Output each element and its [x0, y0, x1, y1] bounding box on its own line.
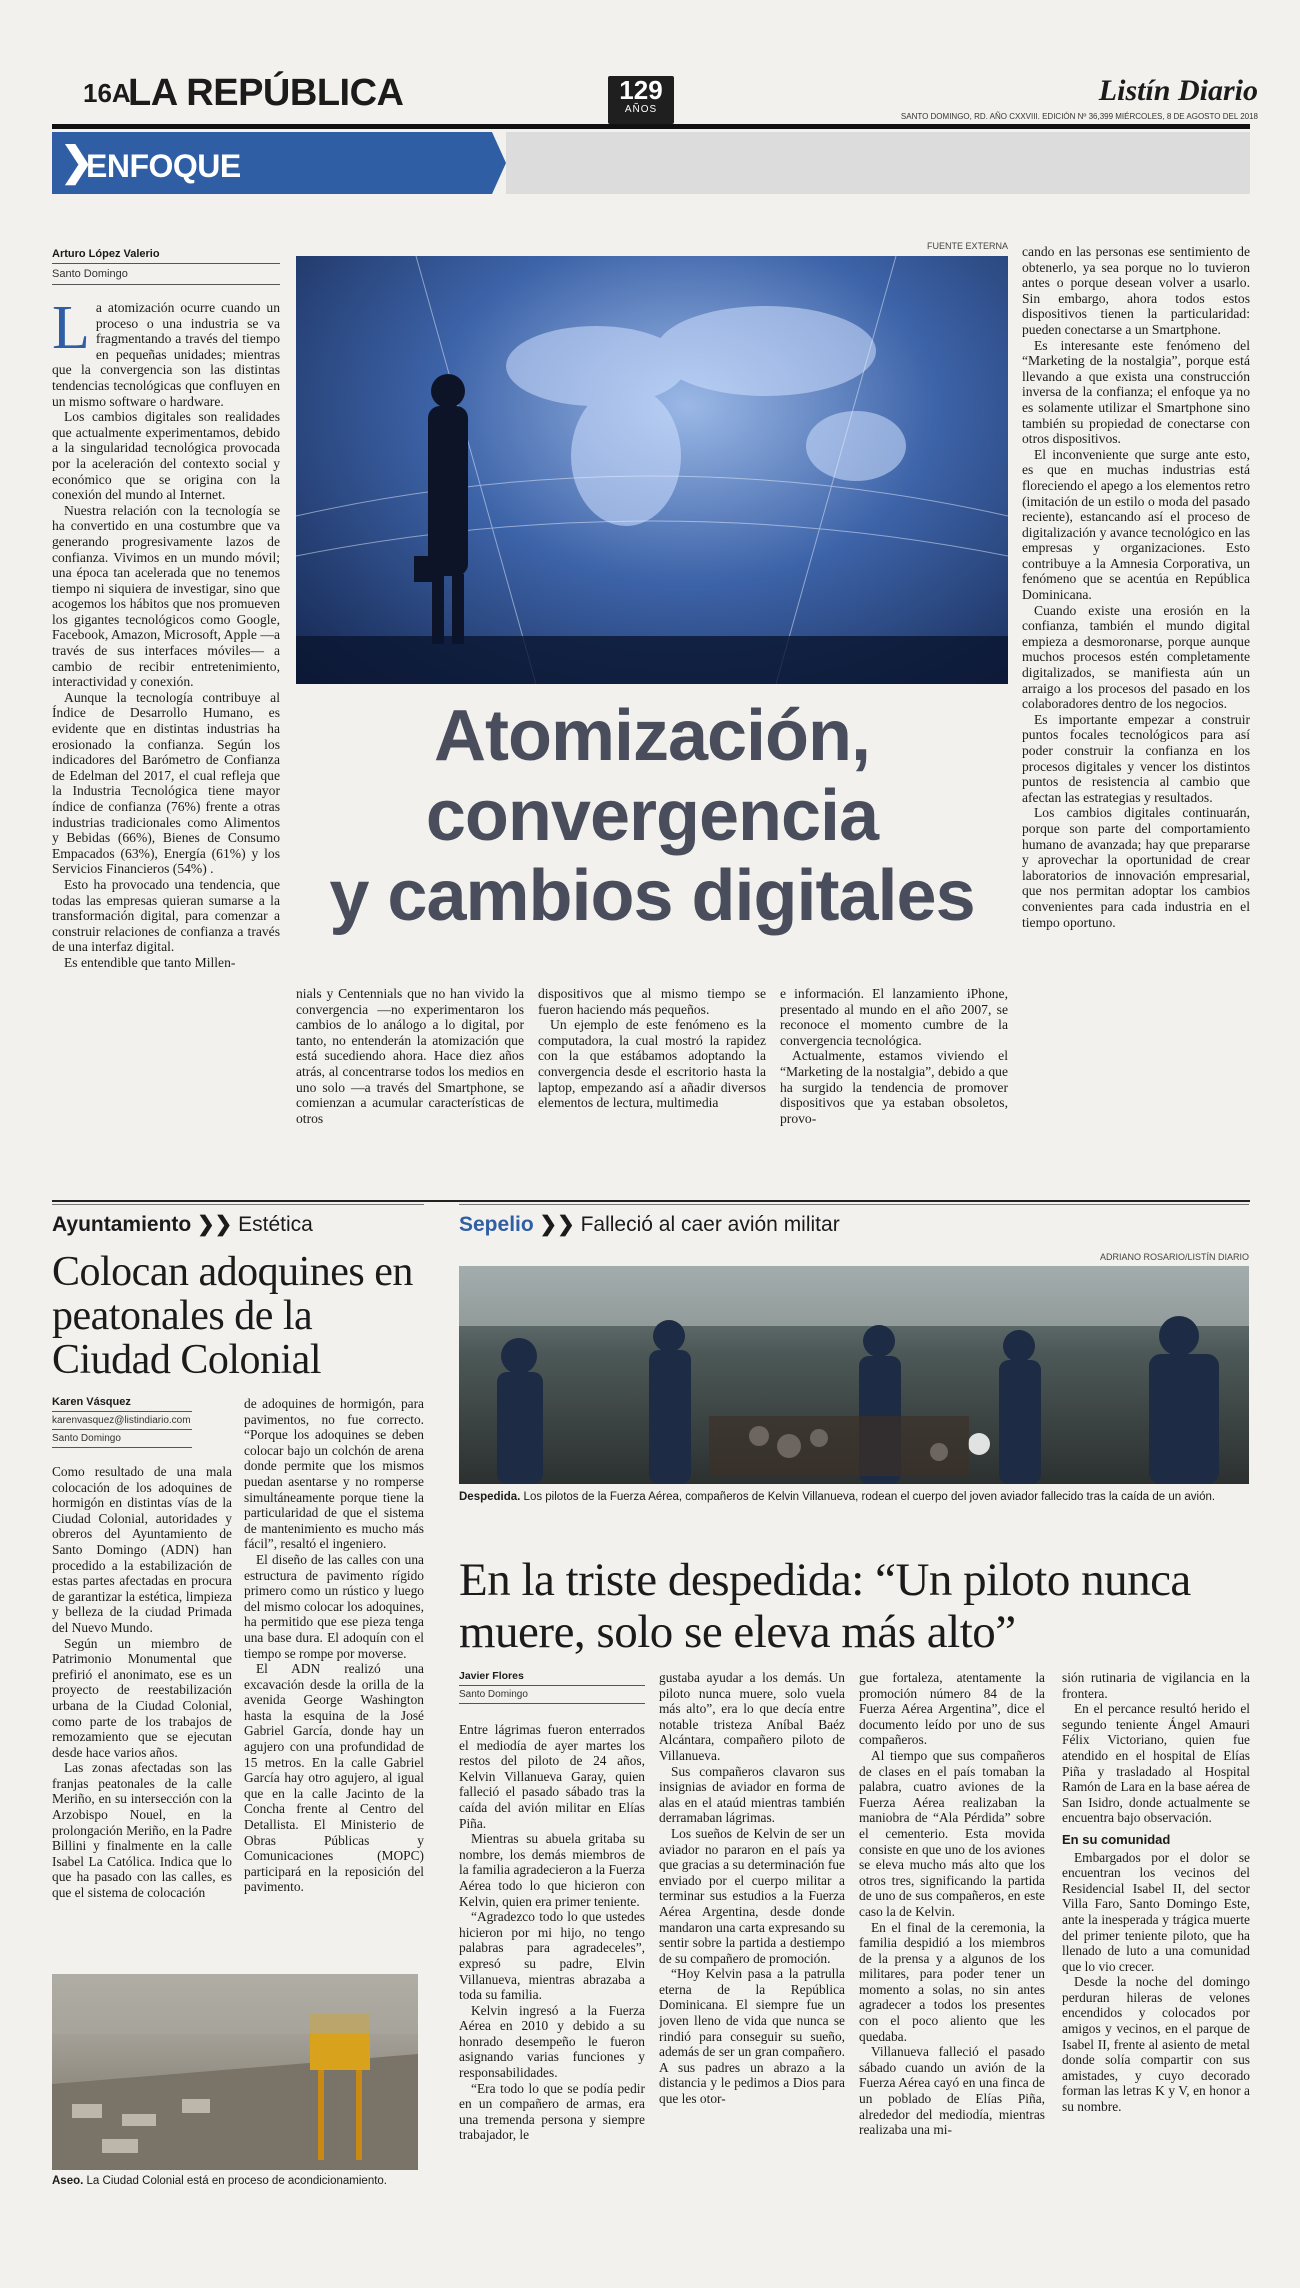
paragraph: nials y Centennials que no han vivido la convergencia —no experimentaron los cambios de lo análogo a lo digital, por tanto, no entenderán la atomización que está sucediendo ahora. Hace diez años atrás, al concentrarse todos los medios en uno solo —a través del Smartphone, se comienzan a acumular características de otros [296, 986, 524, 1126]
paragraph: “Hoy Kelvin pasa a la patrulla eterna de la República Dominicana. El siempre fue un joven lleno de vida que nunca se rindió para conseguir su sueño, además de ser un gran compañero. A sus padres un abrazo a la distancia y le pedimos a Dios para que les otor- [659, 1966, 845, 2107]
story1-column-4 [780, 986, 1008, 1126]
author-name: Arturo López Valerio [52, 248, 160, 260]
paragraph: El ADN realizó una excavación desde la orilla de la avenida George Washington hasta la esquina de la José Gabriel García, donde hay un agujero con una profundidad de 15 metros. En la calle Gabriel García hay otro agujero, al igual que en la calle Jacinto de la Concha frente al Centro del Detallista. El Ministerio de Obras Públicas y Comunicaciones (MOPC) participará en la reposición del pavimento. [244, 1661, 424, 1895]
paragraph: Kelvin ingresó a la Fuerza Aérea en 2010 y debido a su honrado desempeño le fueron asignando varias funciones y responsabilidades. [459, 2002, 645, 2081]
author-location: Santo Domingo [52, 268, 128, 280]
section-rule [459, 1204, 1249, 1205]
story1-column-3 [538, 986, 766, 1111]
author-location: Santo Domingo [459, 1689, 528, 1700]
header-divider [52, 124, 1250, 129]
story1-byline [52, 248, 280, 285]
paragraph: Esto ha provocado una tendencia, que todas las empresas quieran sumarse a la transformación digital, para comenzar a construir relaciones de confianza a través de una interfaz digital. [52, 876, 280, 955]
paragraph [52, 294, 280, 409]
cobblestone-street-photo [52, 1974, 418, 2170]
funeral-photo [459, 1266, 1249, 1484]
paragraph: Los sueños de Kelvin de ser un aviador no pararon en el país ya que gracias a su determinación fue enviado por el cuerpo militar a terminar sus estudios a la Fuerza Aérea Argentina, desde donde mandaron una carta expresando su sentir sobre la partida a destiempo de su compañero de promoción. [659, 1825, 845, 1966]
paragraph: e información. El lanzamiento iPhone, presentado al mundo en el año 2007, se reconoce el momento cumbre de la convergencia tecnológica. [780, 986, 1008, 1048]
paragraph: En el final de la ceremonia, la familia despidió a los miembros de la prensa y a algunos de los militares, para poder tener un momento a solas, no sin antes agradecer a todos los presentes con el poco aliento que les quedaba. [859, 1919, 1045, 2044]
story3-column-4 [1062, 1670, 1250, 2115]
paragraph: gue fortaleza, atentamente la promoción número 84 de la Fuerza Aérea Argentina”, dice el documento leído por uno de sus compañeros. [859, 1670, 1045, 1748]
chevron-right-icon: ❯❯ [539, 1213, 575, 1236]
story3-headline: En la triste despedida: “Un piloto nunca muere, solo se eleva más alto” [459, 1554, 1191, 1658]
digital-world-photo [296, 256, 1008, 684]
banner-rule [506, 132, 1250, 194]
story1-headline [296, 696, 1008, 936]
paragraph: de adoquines de hormigón, para pavimentos, no fue correcto. “Porque los adoquines se deben colocar bajo un colchón de arena donde permite que los mismos puedan asentarse y no romperse simultáneamente porque tiene la particularidad de que el sistema de mantenimiento es mucho más fácil”, resaltó el ingeniero. [244, 1396, 424, 1552]
story2-section-label [52, 1212, 313, 1237]
section-topic: Estética [238, 1213, 313, 1236]
story1-column-5 [1022, 244, 1250, 930]
byline-rule [459, 1685, 645, 1686]
world-map-illustration [296, 256, 1008, 684]
chevron-right-icon: ❯ [60, 140, 94, 184]
author-email: karenvasquez@listindiario.com [52, 1415, 191, 1426]
headline-line: y cambios digitales [329, 856, 975, 936]
paragraph: Los cambios digitales continuarán, porque son parte del comportamiento humano de avanzada; hay que prepararse y aprovechar la oportunidad de crear laboratorios de innovación empresarial, que nos permitan adoptar los cambios convenientes para cada industria en el tiempo oportuno. [1022, 805, 1250, 930]
paragraph: Sus compañeros clavaron sus insignias de aviador en forma de alas en el ataúd mientras también derramaban lágrimas. [659, 1763, 845, 1826]
story3-section-label [459, 1212, 840, 1237]
headline-line: convergencia [425, 776, 879, 856]
section-divider [52, 1200, 1250, 1202]
story2-column-2 [244, 1396, 424, 1895]
paragraph: Al tiempo que sus compañeros de clases en el país tomaban la palabra, cuatro aviones de la Fuerza Aérea realizaban la maniobra de “Ala Pérdida” sobre el cementerio. Esta movida consiste en que uno de los aviones se eleva mucho más alto que los otros tres, significando la partida de uno de sus compañeros, en este caso la de Kelvin. [859, 1747, 1045, 1919]
byline-rule [52, 263, 280, 264]
story3-column-1 [459, 1722, 645, 2143]
story2-caption [52, 2174, 432, 2188]
section-topic: Falleció al caer avión militar [580, 1213, 840, 1236]
section-title: LA REPÚBLICA [128, 72, 404, 114]
byline-rule [52, 1447, 192, 1448]
paragraph: Es entendible que tanto Millen- [64, 954, 236, 970]
caption-lead: Despedida. [459, 1491, 521, 1503]
story3-column-3 [859, 1670, 1045, 2138]
story1-column-1 [52, 294, 280, 971]
paragraph: En el percance resultó herido el segundo teniente Ángel Amauri Félix Victoriano, quien fue atendido en el hospital de Elías Piña y trasladado al Hospital Ramón de Lara en la base aérea de San Isidro, donde actualmente se encuentra bajo observación. [1062, 1701, 1250, 1826]
paragraph: Un ejemplo de este fenómeno es la computadora, la cual mostró la rapidez con la que estábamos adoptando la convergencia desde el escritorio hasta la laptop, empezando así a añadir diversos elementos de lectura, multimedia [538, 1017, 766, 1111]
paragraph: Los cambios digitales son realidades que actualmente experimentamos, debido a la singularidad tecnológica provocada por la aceleración del contexto social y económico que se origina con la conexión del mundo al Internet. [52, 409, 280, 503]
paragraph: Aunque la tecnología contribuye al Índice de Desarrollo Humano, es evidente que en distintas industrias ha erosionado la confianza. Según los indicadores del Barómetro de Confianza de Edelman del 2017, el cual refleja que la Industria Tecnológica tiene mayor índice de confianza (76%) frente a otras industrias tradicionales como Alimentos y Bebidas (66%), Bienes de Consumo Empacados (63%), Energía (61%) y los Servicios Financieros (54%) . [52, 689, 280, 877]
paragraph: Nuestra relación con la tecnología se ha convertido en una costumbre que va generando progresivamente lazos de confianza. Vivimos en un mundo móvil; una época tan acelerada que no tenemos tiempo ni siquiera de investigar, sino que acogemos los hábitos que nos promueven los gigantes tecnológicos como Google, Facebook, Amazon, Microsoft, Apple —a través de sus interfaces móviles— a cambio de recibir entretenimiento, interactividad y conexión. [52, 502, 280, 690]
paragraph: sión rutinaria de vigilancia en la frontera. [1062, 1670, 1250, 1701]
paragraph: Entre lágrimas fueron enterrados el mediodía de ayer martes los restos del piloto de 24 años, Kelvin Villanueva Garay, quien falleció el pasado sábado tras la caída del avión militar en Elías Piña. [459, 1722, 645, 1831]
badge-text: AÑOS [624, 104, 658, 115]
section-name: Sepelio [459, 1213, 534, 1236]
paragraph-text: a atomización ocurre cuando un proceso o una industria se va fragmentando a través del tiempo en pequeñas unidades; mientras que la convergencia son las distintas tendencias tecnológicas que confluyen en un mismo software o hardware. [52, 300, 280, 409]
byline-rule [52, 1411, 192, 1412]
paragraph: El inconveniente que surge ante esto, es que en muchas industrias está floreciendo el apego a los elementos retro (imitación de un estilo o moda del pasado reciente), estancando así el proceso de digitalización y avance tecnológico en las empresas y organizaciones. Esto contribuye a la Amnesia Corporativa, un fenómeno que se acentúa en República Dominicana. [1022, 446, 1250, 603]
paragraph: Como resultado de una mala colocación de los adoquines de hormigón en distintas vías de la Ciudad Colonial, autoridades y obreros del Ayuntamiento de Santo Domingo (ADN) han procedido a la estabilización de estas partes afectadas en procura de garantizar la estética, limpieza y belleza de la ciudad Primada del Nuevo Mundo. [52, 1464, 232, 1635]
subheading: En su comunidad [1062, 1831, 1171, 1847]
paragraph: Desde la noche del domingo perduran hileras de velones encendidos y colocados por amigos y vecinos, en el parque de Isabel II, frente al asiento de metal donde solía compartir con sus amistades, y cuyo decorado forman las letras K y V, en honor a su nombre. [1062, 1974, 1250, 2115]
paragraph: “Agradezco todo lo que ustedes hicieron por mi hijo, no tengo palabras para agradeceles”, expresó su padre, Elvin Villanueva, mientras abrazaba a toda su familia. [459, 1909, 645, 2003]
author-name: Javier Flores [459, 1670, 524, 1682]
chevron-right-icon: ❯❯ [197, 1213, 233, 1236]
story3-caption [459, 1490, 1249, 1504]
author-name: Karen Vásquez [52, 1396, 131, 1408]
byline-rule [52, 1429, 192, 1430]
page-number: 16A [83, 78, 131, 108]
paragraph: Villanueva falleció el pasado sábado cuando un avión de la Fuerza Aérea cayó en una finca de un poblado de Elías Piña, alrededor del mediodía, mientras realizaba una mi- [859, 2044, 1045, 2138]
caption-text: La Ciudad Colonial está en proceso de acondicionamiento. [83, 2175, 387, 2187]
story2-column-1 [52, 1464, 232, 1901]
paragraph: Embargados por el dolor se encuentran los vecinos del Residencial Isabel II, del sector Villa Faro, Santo Domingo Este, ante la inesperada y trágica muerte del primer teniente piloto, que ha llenado de luto a una comunidad que lo vio crecer. [1062, 1849, 1250, 1974]
paragraph: Las zonas afectadas son las franjas peatonales de la calle Meriño, en su intersección con la Arzobispo Nouel, en la prolongación Meriño, en la Padre Billini y finalmente en la calle Isabel La Católica. Indica que lo que ha pasado con las calles, es que el sistema de colocación [52, 1760, 232, 1901]
funeral-scene-illustration [459, 1266, 1249, 1484]
paragraph: cando en las personas ese sentimiento de obtenerlo, ya sea porque no lo tuvieron antes o porque desean volver a usarlo. Sin embargo, ahora todos estos dispositivos tienen la particularidad: pueden conectarse a un Smartphone. [1022, 244, 1250, 337]
story3-byline [459, 1670, 645, 1704]
banner-arrow-shape [492, 132, 506, 194]
story3-column-2 [659, 1670, 845, 2107]
newspaper-logo: Listín Diario [1098, 74, 1258, 107]
photo-credit: ADRIANO ROSARIO/LISTÍN DIARIO [1099, 1252, 1249, 1262]
paragraph: Actualmente, estamos viviendo el “Marketing de la nostalgia”, debido a que ha surgido la tendencia de promover dispositivos que ya estaban obsoletos, provo- [780, 1048, 1008, 1126]
headline-line: Atomización, [433, 696, 871, 776]
drop-cap: L [52, 294, 90, 362]
banner-label: ENFOQUE [86, 148, 241, 184]
story1-column-2 [296, 986, 524, 1126]
street-works-illustration [52, 1974, 418, 2170]
author-location: Santo Domingo [52, 1433, 121, 1444]
paragraph: Mientras su abuela gritaba su nombre, los demás miembros de la familia agradecieron a la Fuerza Aérea todo lo que hicieron con Kelvin, quien era primer teniente. [459, 1831, 645, 1909]
anniversary-badge [608, 76, 674, 124]
section-rule [52, 1204, 424, 1205]
paragraph: dispositivos que al mismo tiempo se fueron haciendo más pequeños. [538, 986, 766, 1017]
badge-number: 129 [619, 75, 663, 105]
caption-text: Los pilotos de la Fuerza Aérea, compañeros de Kelvin Villanueva, rodean el cuerpo del joven aviador fallecido tras la caída de un avión. [520, 1491, 1216, 1503]
section-name: Ayuntamiento [52, 1213, 192, 1236]
paragraph: “Era todo lo que se podía pedir en un compañero de armas, era una tremenda persona y siempre trabajador, le [459, 2080, 645, 2143]
caption-lead: Aseo. [52, 2175, 84, 2187]
paragraph: El diseño de las calles con una estructura de pavimento rígido primero como un rústico y luego del mismo colocar los adoquines, ha permitido que ese pieza tenga una base dura. El adoquín con el tiempo se rompe por moverse. [244, 1551, 424, 1661]
story2-byline [52, 1396, 192, 1448]
byline-rule [52, 284, 280, 285]
paragraph: Es importante empezar a construir puntos focales tecnológicos para así poder construir la confianza en los procesos digitales y vencer los distintos puntos de resistencia al cambio que afectan las estrategias y resultados. [1022, 711, 1250, 805]
paragraph: Según un miembro de Patrimonio Monumental que prefirió el anonimato, ese es un proyecto de reestabilización urbana de la Ciudad Colonial, como parte de los trabajos de remozamiento que se ejecutan desde hace varios años. [52, 1635, 232, 1760]
paragraph: gustaba ayudar a los demás. Un piloto nunca muere, solo vuela más alto”, era lo que decía entre notable tristeza Aníbal Baéz Alcántara, compañero piloto de Villanueva. [659, 1670, 845, 1763]
photo-credit: FUENTE EXTERNA [926, 241, 1008, 251]
story2-headline: Colocan adoquines en peatonales de la Ciudad Colonial [52, 1249, 413, 1383]
paragraph: Es interesante este fenómeno del “Marketing de la nostalgia”, porque está llevando a que exista una construcción inversa de la confianza; el enfoque ya no es solamente utilizar el Smartphone sino también su propiedad de conectarse con otros dispositivos. [1022, 337, 1250, 447]
byline-rule [459, 1703, 645, 1704]
paragraph: Cuando existe una erosión en la confianza, también el mundo digital empieza a desmoronarse, porque aunque muchos procesos estén completamente digitalizados, se manifiesta aún un arraigo a los procesos del pasado en los colaboradores dentro de los negocios. [1022, 602, 1250, 712]
edition-line: SANTO DOMINGO, RD. AÑO CXXVIII. EDICIÓN Nº 36,399 MIÉRCOLES, 8 DE AGOSTO DEL 2018 [900, 112, 1258, 121]
